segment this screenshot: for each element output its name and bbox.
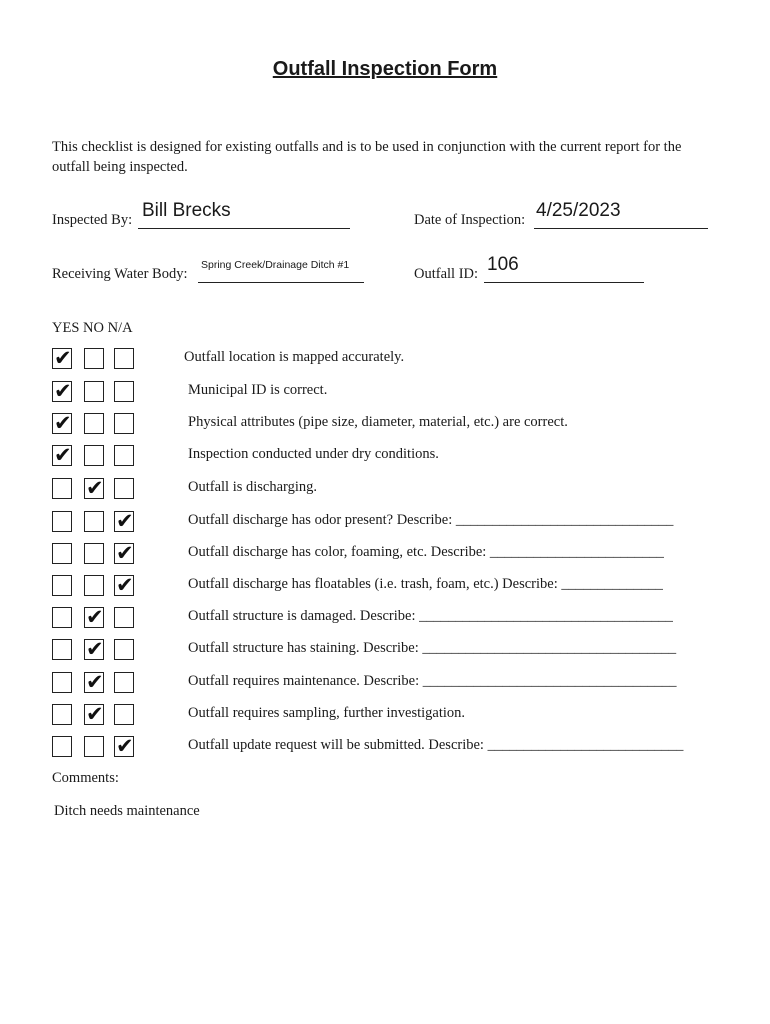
checkmark-icon: ✔	[86, 637, 104, 661]
receiving-water-field[interactable]: Spring Creek/Drainage Ditch #1	[201, 259, 350, 271]
inspected-by-line	[138, 228, 350, 229]
checkbox-na[interactable]	[114, 348, 134, 369]
checkbox-yes[interactable]	[52, 607, 72, 628]
date-line	[534, 228, 708, 229]
checkbox-yes[interactable]	[52, 704, 72, 725]
checkbox-yes[interactable]	[52, 511, 72, 532]
outfall-id-field[interactable]: 106	[487, 254, 519, 275]
checkbox-na[interactable]	[114, 607, 134, 628]
answer-column-header: YES NO N/A	[52, 320, 133, 336]
inspected-by-label: Inspected By:	[52, 212, 133, 228]
checkbox-yes[interactable]	[52, 672, 72, 693]
checklist-item-label: Physical attributes (pipe size, diameter, material, etc.) are correct.	[188, 414, 568, 430]
checkbox-na[interactable]	[114, 736, 134, 757]
checkbox-na[interactable]	[114, 704, 134, 725]
checkbox-no[interactable]	[84, 478, 104, 499]
checkbox-yes[interactable]	[52, 348, 72, 369]
checklist-item-label: Outfall discharge has odor present? Describe: ______________________________	[188, 512, 674, 528]
checklist-item-label: Inspection conducted under dry conditions.	[188, 446, 439, 462]
checkbox-no[interactable]	[84, 704, 104, 725]
inspected-by-field[interactable]: Bill Brecks	[142, 200, 231, 221]
date-field[interactable]: 4/25/2023	[536, 200, 621, 221]
form-intro: This checklist is designed for existing outfalls and is to be used in conjunction with the current report for the outfall being inspected.	[52, 139, 682, 175]
checklist-item-label: Outfall discharge has floatables (i.e. trash, foam, etc.) Describe: ______________	[188, 576, 663, 592]
checklist-item-label: Outfall requires maintenance. Describe: ___________________________________	[188, 673, 677, 689]
receiving-water-line	[198, 282, 364, 283]
checkbox-no[interactable]	[84, 607, 104, 628]
checkbox-na[interactable]	[114, 445, 134, 466]
outfall-id-label: Outfall ID:	[414, 266, 479, 282]
checkbox-no[interactable]	[84, 639, 104, 660]
comments-label: Comments:	[52, 770, 119, 786]
checkmark-icon: ✔	[86, 605, 104, 629]
checkbox-no[interactable]	[84, 511, 104, 532]
checkbox-na[interactable]	[114, 639, 134, 660]
checkbox-yes[interactable]	[52, 478, 72, 499]
checkmark-icon: ✔	[116, 541, 134, 565]
comments-field[interactable]: Ditch needs maintenance	[54, 803, 200, 819]
checklist-item-label: Outfall structure has staining. Describe: ___________________________________	[188, 640, 677, 656]
checkbox-no[interactable]	[84, 736, 104, 757]
checkbox-no[interactable]	[84, 381, 104, 402]
checkbox-yes[interactable]	[52, 381, 72, 402]
checkmark-icon: ✔	[54, 411, 72, 435]
checkmark-icon: ✔	[86, 702, 104, 726]
date-label: Date of Inspection:	[414, 212, 526, 228]
checkmark-icon: ✔	[116, 734, 134, 758]
checkbox-no[interactable]	[84, 575, 104, 596]
checkmark-icon: ✔	[116, 509, 134, 533]
checkbox-yes[interactable]	[52, 413, 72, 434]
checkbox-yes[interactable]	[52, 736, 72, 757]
checklist-item-label: Municipal ID is correct.	[188, 382, 328, 398]
checklist-item-label: Outfall requires sampling, further investigation.	[188, 705, 466, 721]
checkmark-icon: ✔	[86, 670, 104, 694]
checkbox-na[interactable]	[114, 672, 134, 693]
checkbox-no[interactable]	[84, 348, 104, 369]
form-title: Outfall Inspection Form	[272, 58, 498, 80]
checkmark-icon: ✔	[54, 379, 72, 403]
checkbox-no[interactable]	[84, 445, 104, 466]
checkmark-icon: ✔	[54, 443, 72, 467]
checkbox-no[interactable]	[84, 543, 104, 564]
checkmark-icon: ✔	[86, 476, 104, 500]
outfall-id-line	[484, 282, 644, 283]
checkbox-no[interactable]	[84, 413, 104, 434]
checkbox-na[interactable]	[114, 575, 134, 596]
checkbox-yes[interactable]	[52, 575, 72, 596]
checkbox-yes[interactable]	[52, 445, 72, 466]
checkmark-icon: ✔	[116, 573, 134, 597]
checklist-item-label: Outfall discharge has color, foaming, etc. Describe: ________________________	[188, 544, 664, 560]
checkbox-no[interactable]	[84, 672, 104, 693]
checkbox-yes[interactable]	[52, 639, 72, 660]
checkbox-na[interactable]	[114, 413, 134, 434]
checkbox-na[interactable]	[114, 478, 134, 499]
checkbox-na[interactable]	[114, 381, 134, 402]
checkbox-na[interactable]	[114, 511, 134, 532]
checkmark-icon: ✔	[54, 346, 72, 370]
checklist-item-label: Outfall structure is damaged. Describe: ___________________________________	[188, 608, 673, 624]
checklist-item-label: Outfall is discharging.	[188, 479, 318, 495]
checklist-item-label: Outfall update request will be submitted. Describe: ___________________________	[188, 737, 684, 753]
checkbox-yes[interactable]	[52, 543, 72, 564]
checklist-item-label: Outfall location is mapped accurately.	[184, 349, 405, 365]
receiving-water-label: Receiving Water Body:	[52, 266, 188, 282]
checkbox-na[interactable]	[114, 543, 134, 564]
